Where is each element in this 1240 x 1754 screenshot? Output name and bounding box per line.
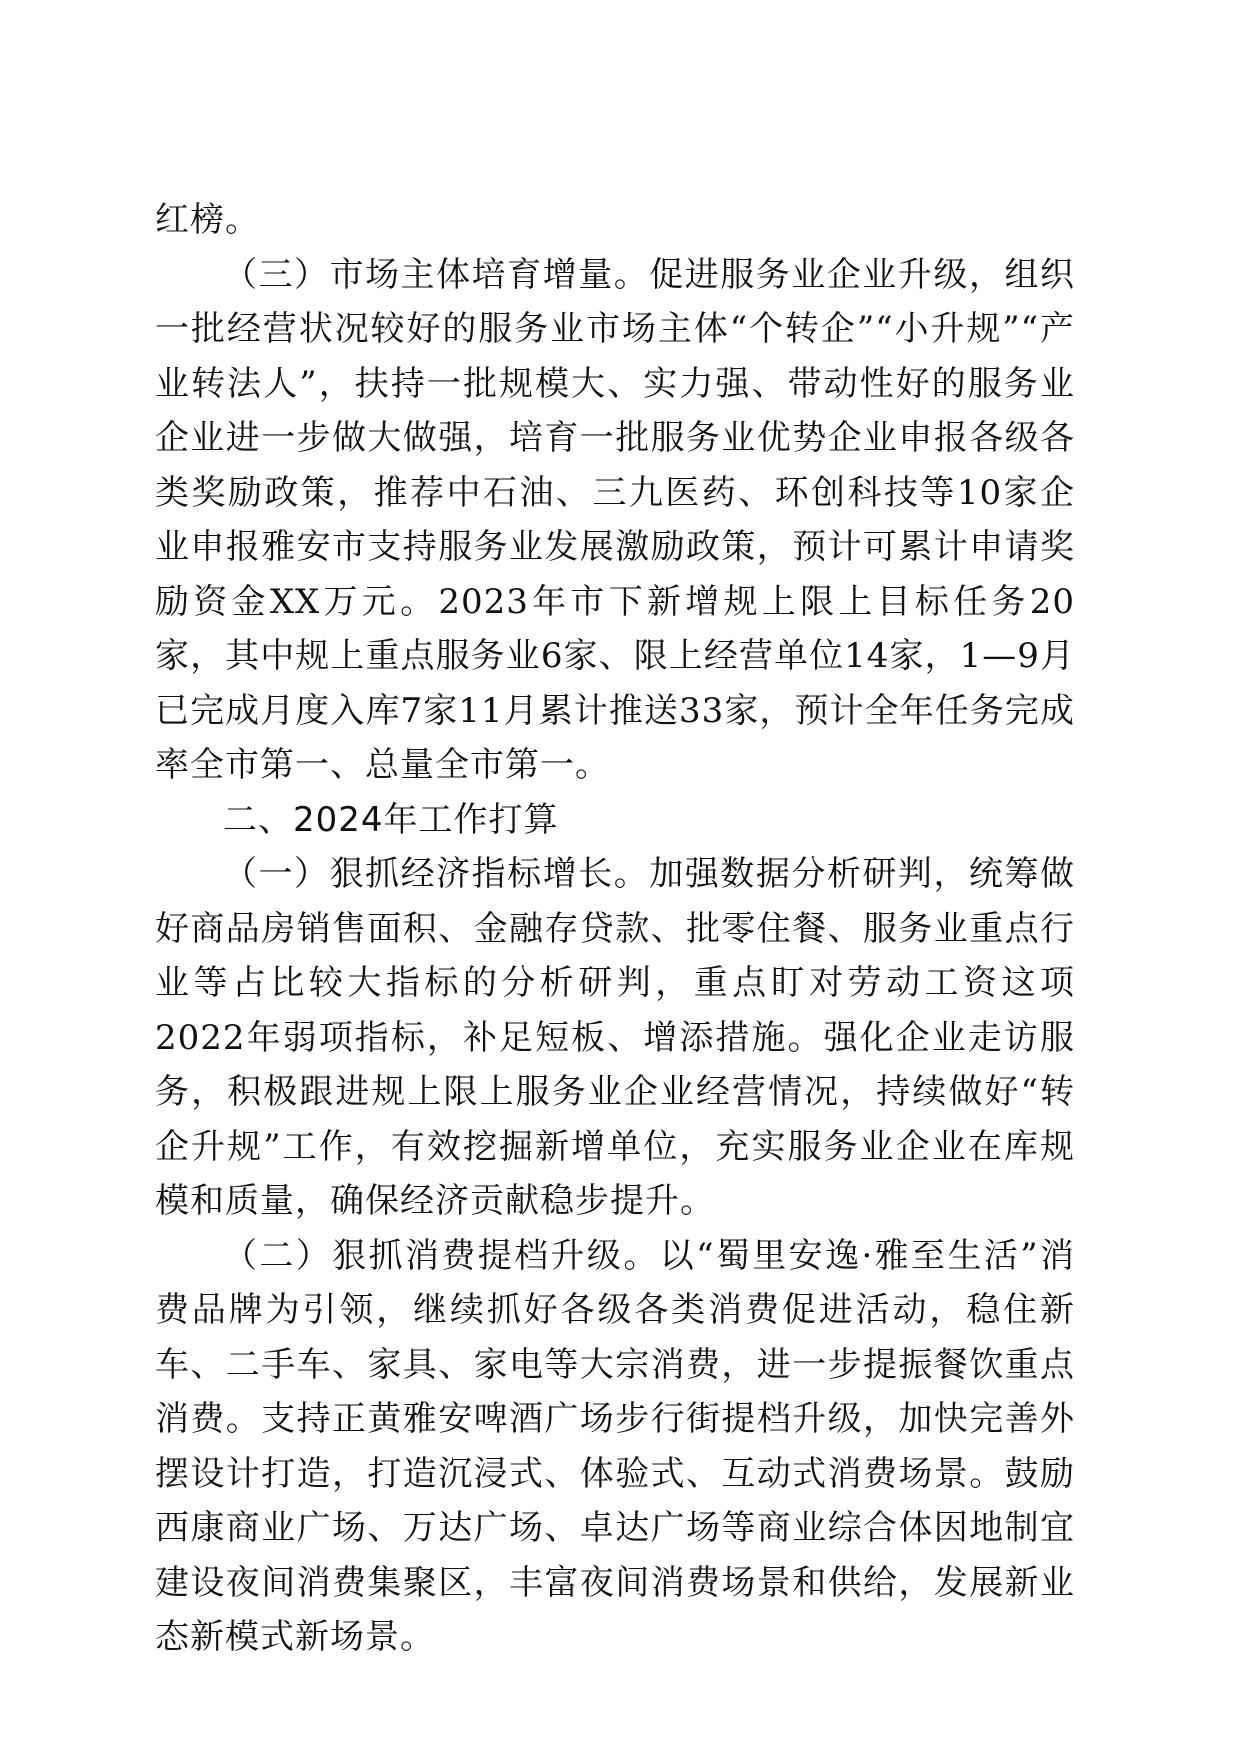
paragraph-market-entity-growth <box>155 248 1075 793</box>
paragraph-lead: （二）狠抓消费提档升级。 <box>223 1235 660 1276</box>
document-body <box>155 193 1075 1665</box>
paragraph-lead: （三）市场主体培育增量。 <box>223 254 650 295</box>
paragraph-lead: （一）狠抓经济指标增长。 <box>223 854 650 894</box>
paragraph-continuation <box>155 193 1075 248</box>
paragraph-text: 红榜。 <box>155 200 260 240</box>
paragraph-text: 促进服务业企业升级，组织一批经营状况较好的服务业市场主体“个转企”“小升规”“产业转法人”，扶持一批规模大、实力强、带动性好的服务业企业进一步做大做强，培育一批服务业优势企业申报各级各类奖励政策，推荐中石油、三九医药、环创科技等10家企业申报雅安市支持服务业发展激励政策，预计可累计申请奖励资金XX万元。2023年市下新增规上限上目标任务20家，其中规上重点服务业6家、限上经营单位14家，1—9月已完成月度入库7家11月累计推送33家，预计全年任务完成率全市第一、总量全市第一。 <box>155 254 1076 785</box>
paragraph-text: 加强数据分析研判，统筹做好商品房销售面积、金融存贷款、批零住餐、服务业重点行业等占比较大指标的分析研判，重点盯对劳动工资这项2022年弱项指标，补足短板、增添措施。强化企业走访服务，积极跟进规上限上服务业企业经营情况，持续做好“转企升规”工作，有效挖掘新增单位，充实服务业企业在库规模和质量，确保经济贡献稳步提升。 <box>155 854 1076 1221</box>
paragraph-text: 以“蜀里安逸·雅至生活”消费品牌为引领，继续抓好各级各类消费促进活动，稳住新车、二手车、家具、家电等大宗消费，进一步提振餐饮重点消费。支持正黄雅安啤酒广场步行街提档升级，加快完善外摆设计打造，打造沉浸式、体验式、互动式消费场景。鼓励西康商业广场、万达广场、卓达广场等商业综合体因地制宜建设夜间消费集聚区，丰富夜间消费场景和供给，发展新业态新模式新场景。 <box>155 1235 1076 1657</box>
paragraph-consumption-upgrade <box>155 1229 1075 1665</box>
paragraph-economic-indicators <box>155 847 1075 1229</box>
section-heading-2024-plan: 二、2024年工作打算 <box>223 799 559 840</box>
